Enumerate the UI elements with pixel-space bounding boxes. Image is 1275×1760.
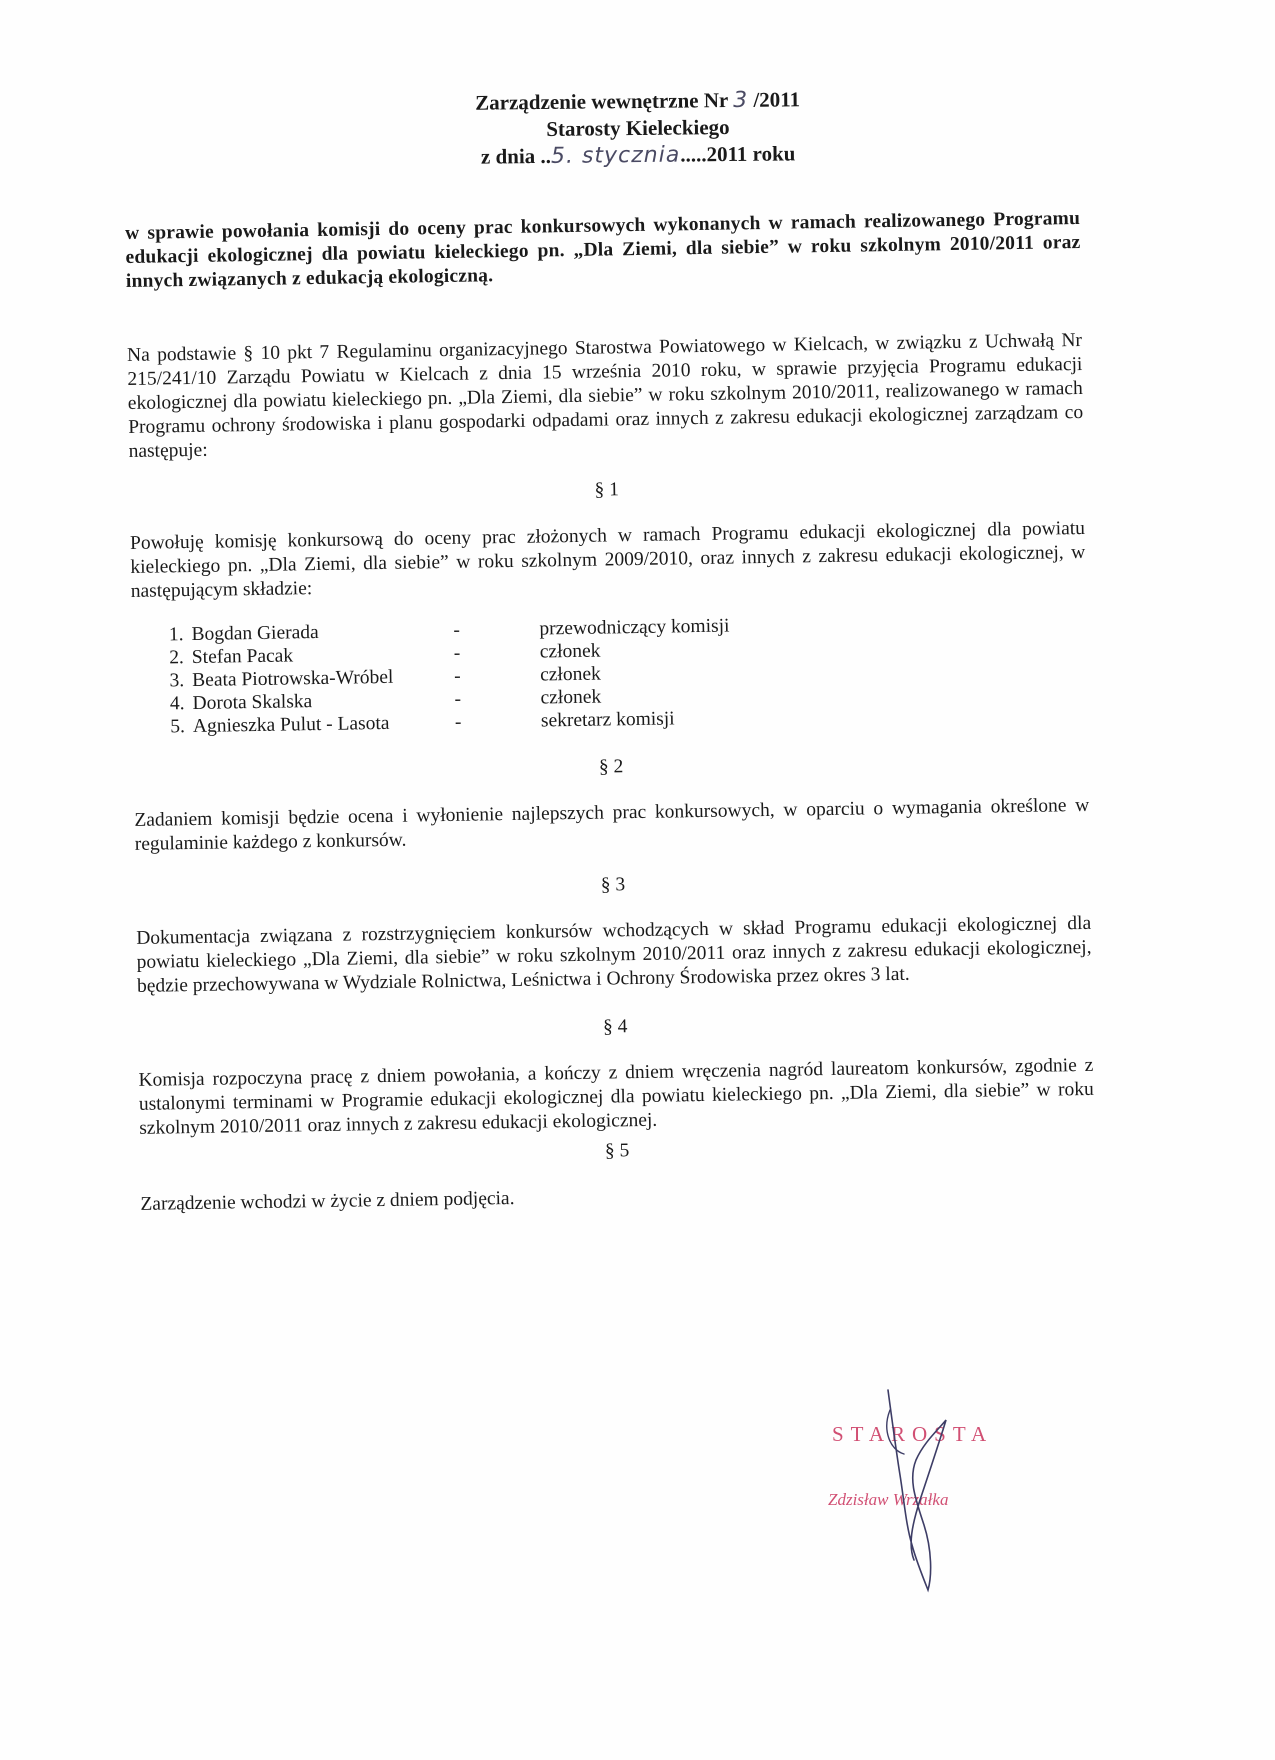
member-number: 2. <box>169 647 185 669</box>
member-dash: - <box>454 688 462 710</box>
section-4-text: Komisja rozpoczyna pracę z dniem powołania, a kończy z dniem wręczenia nagród laureatom konkursów, zgodnie z ustalonymi terminami w Programie edukacji ekologicznej dla powiatu kieleckiego pn. „Dla Ziemi, dla siebie” w roku szkolnym 2010/2011 oraz innych z zakresu edukacji ekologicznej. <box>138 1054 1094 1139</box>
date-suffix: .....2011 roku <box>680 141 796 167</box>
member-name: Stefan Pacak <box>191 645 294 669</box>
stamp-title: STAROSTA <box>832 1422 994 1446</box>
section-2-mark: § 2 <box>598 756 624 778</box>
member-role: członek <box>540 686 602 709</box>
member-name: Agnieszka Pulut - Lasota <box>192 712 390 737</box>
section-5-text: Zarządzenie wchodzi w życie z dniem podjęcia. <box>140 1188 515 1215</box>
section-1-mark: § 1 <box>594 479 620 501</box>
date-prefix: z dnia .. <box>480 143 552 169</box>
member-number: 3. <box>169 670 185 692</box>
member-number: 5. <box>170 716 186 738</box>
member-dash: - <box>454 665 461 687</box>
section-3-text: Dokumentacja związana z rozstrzygnięciem konkursów wchodzących w skład Programu edukacji ekologicznej dla powiatu kieleckiego „Dla Ziemi, dla siebie” w roku szkolnym 2010/2011 oraz innych z zakresu edukacji ekologicznej, będzie przechowywana w Wydziale Rolnictwa, Leśnictwa i Ochrony Środowiska przez okres 3 lat. <box>136 912 1092 997</box>
member-dash: - <box>454 711 462 733</box>
member-dash: - <box>453 619 461 641</box>
section-4-mark: § 4 <box>602 1016 628 1038</box>
document-header <box>0 81 1275 175</box>
section-2-text: Zadaniem komisji będzie ocena i wyłonienie najlepszych prac konkursowych, w oparciu o wymagania określone w regulaminie każdego z konkursów. <box>134 794 1090 855</box>
member-name: Bogdan Gierada <box>191 622 319 646</box>
date-handwritten: 5. stycznia <box>550 142 681 169</box>
document-body <box>125 207 1096 1217</box>
member-number: 4. <box>169 693 185 715</box>
stamp-and-signature <box>820 1380 1100 1610</box>
member-number: 1. <box>168 624 184 646</box>
member-role: członek <box>539 640 601 663</box>
section-5-mark: § 5 <box>604 1140 630 1162</box>
member-role: członek <box>540 663 601 686</box>
member-dash: - <box>453 642 461 664</box>
member-name: Dorota Skalska <box>192 691 313 714</box>
order-title-suffix: /2011 <box>753 87 801 112</box>
member-role: przewodniczący komisji <box>539 615 730 640</box>
member-name: Beata Piotrowska-Wróbel <box>192 666 394 691</box>
section-1-text: Powołuję komisję konkursową do oceny prac złożonych w ramach Programu edukacji ekologicznej dla powiatu kieleckiego pn. „Dla Ziemi, dla siebie” w roku szkolnym 2009/2010, oraz innych z zakresu edukacji ekologicznej, w następującym składzie: <box>129 517 1086 602</box>
preamble-paragraph: Na podstawie § 10 pkt 7 Regulaminu organizacyjnego Starostwa Powiatowego w Kielcach, w związku z Uchwałą Nr 215/241/10 Zarządu Powiatu w Kielcach z dnia 15 września 2010 roku, w sprawie przyjęcia Programu edukacji ekologicznej dla powiatu kieleckiego pn. „Dla Ziemi, dla siebie” w roku szkolnym 2010/2011, realizowanego w ramach Programu ochrony środowiska i planu gospodarki odpadami oraz innych z zakresu edukacji ekologicznej zarządzam co następuje: <box>126 329 1084 462</box>
committee-members-list <box>131 609 1088 739</box>
member-role: sekretarz komisji <box>540 708 675 732</box>
handwritten-signature-icon <box>820 1380 1100 1610</box>
subject-paragraph: w sprawie powołania komisji do oceny prac konkursowych wykonanych w ramach realizowanego Programu edukacji ekologicznej dla powiatu kieleckiego pn. „Dla Ziemi, dla siebie” w roku szkolnym 2010/2011 oraz innych związanych z edukacją ekologiczną. <box>125 207 1081 292</box>
order-title-prefix: Zarządzenie wewnętrzne Nr <box>475 88 729 115</box>
stamp-name: Zdzisław Wrzałka <box>828 1490 949 1509</box>
order-number-handwritten: 3 <box>733 87 749 113</box>
issuer-line: Starosty Kieleckiego <box>546 115 730 141</box>
section-3-mark: § 3 <box>600 874 626 896</box>
